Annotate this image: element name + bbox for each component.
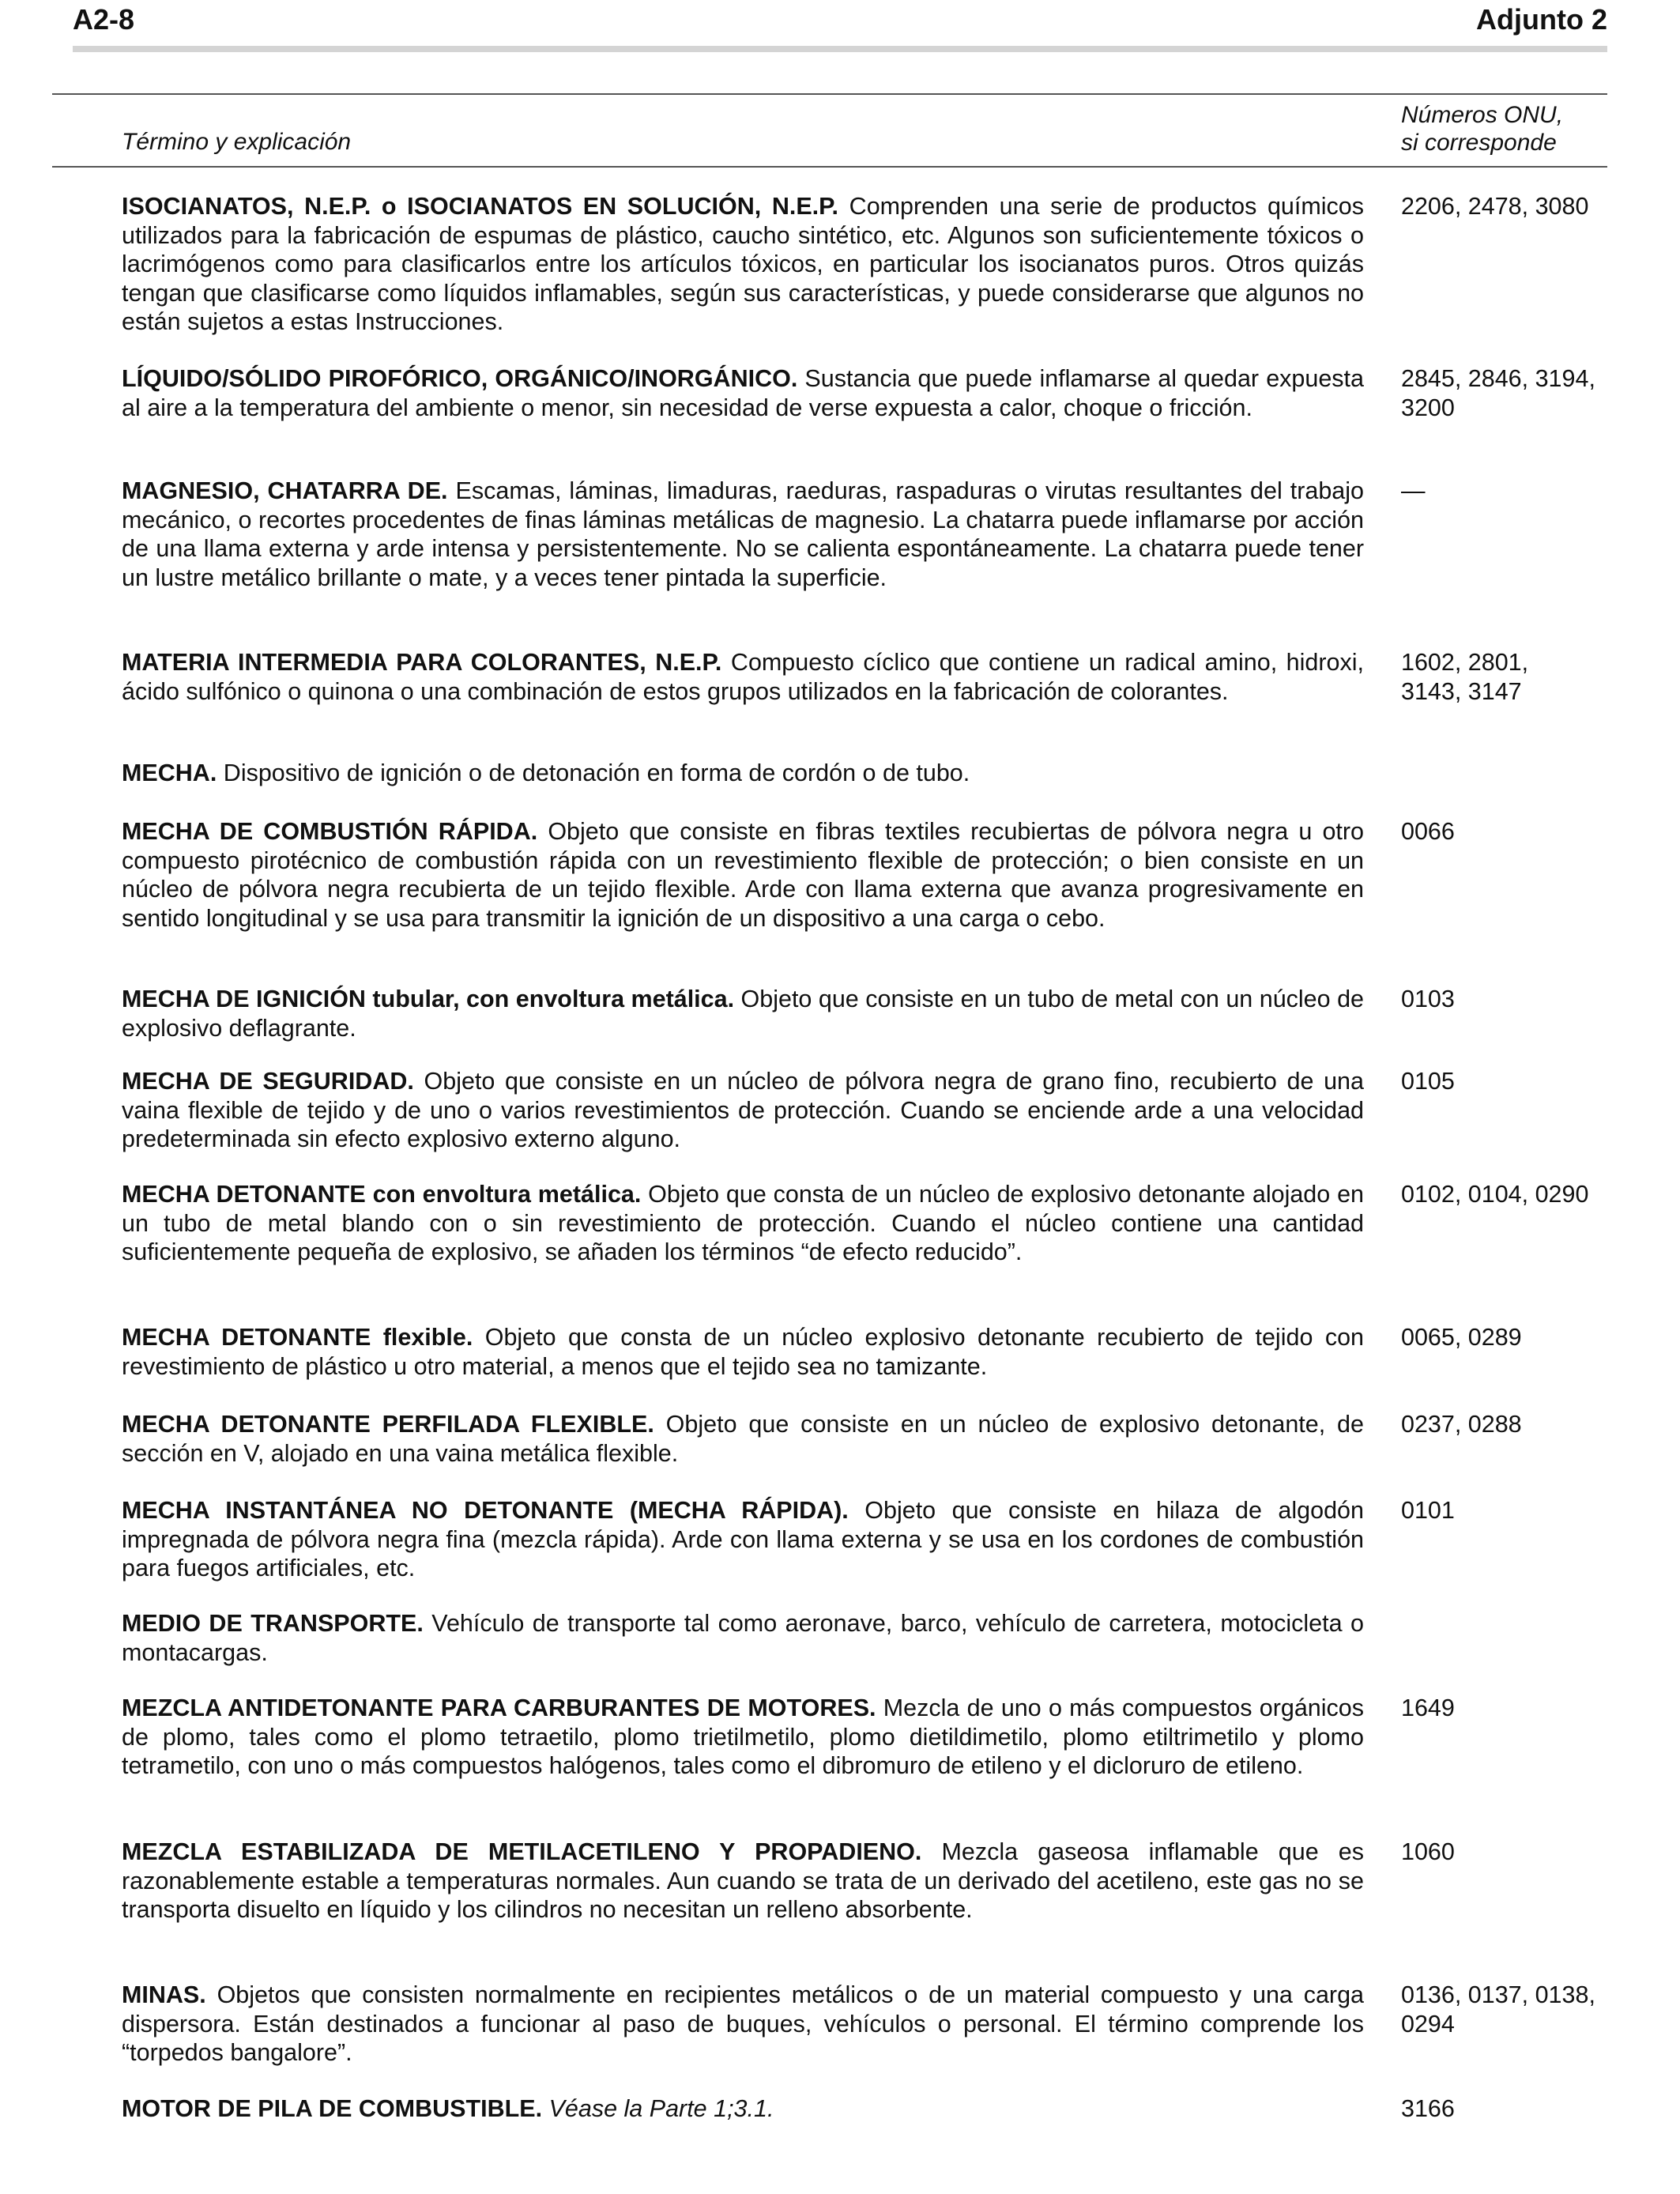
- entry-text: Objeto que consta de un núcleo explosivo detonante recubierto de tejido con revestimiento de plástico u otro material, a menos que el tejido sea no tamizante.: [122, 1324, 1364, 1380]
- column-header-term: Término y explicación: [122, 129, 352, 155]
- entry-term: MINAS.: [122, 1981, 206, 2008]
- glossary-entry: [122, 1609, 1364, 1667]
- glossary-entry: [122, 1496, 1364, 1583]
- column-header-un-numbers: [1401, 101, 1563, 156]
- un-numbers: 2845, 2846, 3194, 3200: [1401, 365, 1595, 421]
- glossary-entry: [122, 1694, 1364, 1781]
- entry-text: Dispositivo de ignición o de detonación en forma de cordón o de tubo.: [217, 760, 970, 786]
- entry-term: MECHA DETONANTE PERFILADA FLEXIBLE.: [122, 1411, 654, 1438]
- glossary-entry: [122, 817, 1364, 933]
- glossary-entry: [122, 1323, 1364, 1381]
- glossary-entry: [122, 192, 1364, 337]
- glossary-entry: [122, 1410, 1364, 1468]
- un-numbers: 1602, 2801, 3143, 3147: [1401, 649, 1529, 705]
- table-top-rule: [52, 93, 1607, 95]
- entry-cross-reference: Véase la Parte 1;3.1.: [548, 2095, 774, 2122]
- entry-text: Vehículo de transporte tal como aeronave, barco, vehículo de carretera, motocicleta o montacargas.: [122, 1610, 1364, 1666]
- page-number: A2-8: [73, 3, 135, 36]
- entry-term: MEZCLA ESTABILIZADA DE METILACETILENO Y PROPADIENO.: [122, 1838, 922, 1865]
- glossary-entry: [122, 364, 1364, 422]
- entry-term: MEZCLA ANTIDETONANTE PARA CARBURANTES DE MOTORES.: [122, 1695, 876, 1721]
- glossary-entry: [122, 648, 1364, 706]
- entry-term: MECHA DE IGNICIÓN tubular, con envoltura metálica.: [122, 986, 735, 1012]
- entry-term: MECHA INSTANTÁNEA NO DETONANTE (MECHA RÁPIDA).: [122, 1497, 849, 1524]
- glossary-entry: [122, 1838, 1364, 1924]
- entry-text: Objeto que consiste en un núcleo de pólvora negra de grano fino, recubierto de una vaina flexible de tejido y de uno o varios revestimientos de protección. Cuando se enciende arde a una velocidad predeterminada sin efecto explosivo externo alguno.: [122, 1068, 1364, 1152]
- entry-text: Objeto que consiste en un tubo de metal con un núcleo de explosivo deflagrante.: [122, 986, 1365, 1042]
- column-header-un-line2: si corresponde: [1401, 130, 1557, 156]
- entry-term: LÍQUIDO/SÓLIDO PIROFÓRICO, ORGÁNICO/INORGÁNICO.: [122, 365, 798, 392]
- entry-text: Objeto que consiste en un núcleo de explosivo detonante, de sección en V, alojado en una vaina metálica flexible.: [122, 1411, 1364, 1467]
- un-numbers: 0065, 0289: [1401, 1324, 1522, 1351]
- glossary-entry: [122, 1180, 1364, 1267]
- entry-term: MECHA DETONANTE flexible.: [122, 1324, 473, 1351]
- un-numbers: —: [1401, 477, 1426, 504]
- entry-text: Objeto que consiste en fibras textiles recubiertas de pólvora negra u otro compuesto pirotécnico de combustión rápida con un revestimiento flexible de protección; o bien consiste en un núcleo de pólvora negra recubierta de un tejido flexible. Arde con llama externa que avanza progresivamente en sentido longitudinal y se usa para transmitir la ignición de un dispositivo a una carga o cebo.: [122, 818, 1364, 932]
- entry-term: MECHA DETONANTE con envoltura metálica.: [122, 1181, 642, 1208]
- entry-term: MEDIO DE TRANSPORTE.: [122, 1610, 424, 1637]
- entry-text: Mezcla gaseosa inflamable que es razonablemente estable a temperaturas normales. Aun cuando se trata de un derivado del acetileno, este gas no se transporta disuelto en líquido y los cilindros no necesitan un relleno absorbente.: [122, 1838, 1364, 1923]
- glossary-entry: [122, 1981, 1364, 2068]
- glossary-entry: [122, 1067, 1364, 1154]
- un-numbers: 0101: [1401, 1497, 1455, 1524]
- un-numbers: 0237, 0288: [1401, 1411, 1522, 1438]
- entry-text: Objeto que consta de un núcleo de explosivo detonante alojado en un tubo de metal blando con o sin revestimiento de protección. Cuando el núcleo contiene una cantidad suficientemente pequeña de explosivo, se añaden los términos “de efecto reducido”.: [122, 1181, 1364, 1265]
- un-numbers: 0136, 0137, 0138, 0294: [1401, 1981, 1595, 2038]
- entry-term: MOTOR DE PILA DE COMBUSTIBLE.: [122, 2095, 543, 2122]
- entry-text: Mezcla de uno o más compuestos orgánicos de plomo, tales como el plomo tetraetilo, plomo trietilmetilo, plomo dietildimetilo, plomo etiltrimetilo y plomo tetrametilo, con uno o más compuestos halógenos, tales como el dibromuro de etileno y el dicloruro de etileno.: [122, 1695, 1365, 1779]
- section-title: Adjunto 2: [1476, 3, 1607, 36]
- entry-term: MECHA.: [122, 760, 217, 786]
- entry-term: MATERIA INTERMEDIA PARA COLORANTES, N.E.P.: [122, 649, 722, 676]
- entry-term: MECHA DE SEGURIDAD.: [122, 1068, 414, 1095]
- un-numbers: 0105: [1401, 1068, 1455, 1095]
- entry-text: [542, 2095, 548, 2122]
- glossary-entry: [122, 759, 1364, 788]
- un-numbers: 0066: [1401, 818, 1455, 845]
- glossary-entry: [122, 477, 1364, 592]
- entry-text: Comprenden una serie de productos químicos utilizados para la fabricación de espumas de plástico, caucho sintético, etc. Algunos son suficientemente tóxicos o lacrimógenos como para clasificarlos entre los artículos tóxicos, en particular los isocianatos puros. Otros quizás tengan que clasificarse como líquidos inflamables, según sus características, y puede considerarse que algunos no están sujetos a estas Instrucciones.: [122, 193, 1364, 335]
- un-numbers: 1649: [1401, 1695, 1455, 1721]
- entry-text: Objeto que consiste en hilaza de algodón impregnada de pólvora negra fina (mezcla rápida). Arde con llama externa y se usa en los cordones de combustión para fuegos artificiales, etc.: [122, 1497, 1364, 1581]
- un-numbers: 3166: [1401, 2095, 1455, 2122]
- glossary-entry: [122, 2094, 1364, 2124]
- entry-text: Sustancia que puede inflamarse al quedar expuesta al aire a la temperatura del ambiente o menor, sin necesidad de verse expuesta a calor, choque o fricción.: [122, 365, 1364, 421]
- entry-text: Compuesto cíclico que contiene un radical amino, hidroxi, ácido sulfónico o quinona o una combinación de estos grupos utilizados en la fabricación de colorantes.: [122, 649, 1364, 705]
- glossary-entry: [122, 985, 1364, 1042]
- un-numbers: 1060: [1401, 1838, 1455, 1865]
- un-numbers: 0103: [1401, 986, 1455, 1012]
- entry-text: Escamas, láminas, limaduras, raeduras, raspaduras o virutas resultantes del trabajo mecánico, o recortes procedentes de finas láminas metálicas de magnesio. La chatarra puede inflamarse por acción de una llama externa y arde intensa y persistentemente. No se calienta espontáneamente. La chatarra puede tener un lustre metálico brillante o mate, y a veces tener pintada la superficie.: [122, 477, 1364, 591]
- entry-term: ISOCIANATOS, N.E.P. o ISOCIANATOS EN SOLUCIÓN, N.E.P.: [122, 193, 839, 220]
- un-numbers: 0102, 0104, 0290: [1401, 1181, 1589, 1208]
- entry-text: Objetos que consisten normalmente en recipientes metálicos o de un material compuesto y una carga dispersora. Están destinados a funcionar al paso de buques, vehículos o personal. El término comprende los “torpedos bangalore”.: [122, 1981, 1364, 2066]
- entry-term: MECHA DE COMBUSTIÓN RÁPIDA.: [122, 818, 538, 845]
- column-header-un-line1: Números ONU,: [1401, 102, 1564, 128]
- header-divider: [73, 46, 1607, 52]
- entry-term: MAGNESIO, CHATARRA DE.: [122, 477, 448, 504]
- un-numbers: 2206, 2478, 3080: [1401, 193, 1589, 220]
- table-header-rule: [52, 166, 1607, 168]
